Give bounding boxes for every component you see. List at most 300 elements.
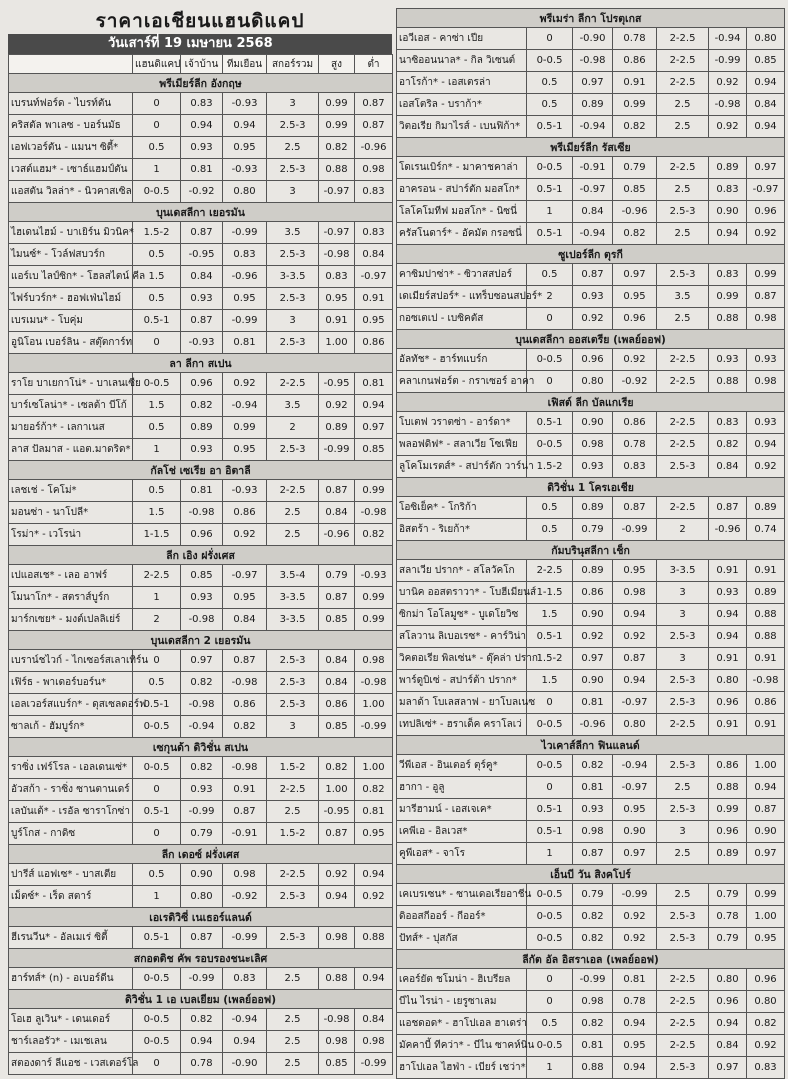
team-separator: - bbox=[429, 33, 440, 44]
over-odds: 0.84 bbox=[709, 456, 747, 478]
team-separator: - bbox=[38, 529, 49, 540]
away-odds: -0.96 bbox=[223, 266, 267, 288]
team-separator: - bbox=[437, 99, 448, 110]
handicap-value: 2 bbox=[133, 609, 181, 631]
away-odds: 0.92 bbox=[613, 906, 657, 928]
match-cell bbox=[9, 480, 133, 502]
home-team: วิตอเรีย กิมาไรส์ bbox=[399, 121, 470, 132]
home-team: เบราน์ชไวก์ bbox=[11, 655, 63, 666]
team-separator: - bbox=[466, 417, 477, 428]
home-odds: 0.87 bbox=[181, 927, 223, 949]
home-odds: 0.94 bbox=[181, 1031, 223, 1053]
match-row bbox=[9, 417, 393, 439]
home-odds: -0.98 bbox=[181, 609, 223, 631]
total-goals: 2.5-3 bbox=[267, 115, 319, 137]
over-odds: -0.95 bbox=[319, 373, 355, 395]
under-odds: 0.83 bbox=[747, 1057, 785, 1079]
total-goals: 2.5 bbox=[267, 968, 319, 990]
match-row bbox=[9, 332, 393, 354]
match-row bbox=[9, 137, 393, 159]
match-row bbox=[397, 560, 785, 582]
home-team: คลาเกนฟอร์ต bbox=[399, 376, 459, 387]
match-cell bbox=[397, 519, 527, 541]
away-team: เดนเดอร์ bbox=[72, 1014, 111, 1025]
handicap-value: 0.5 bbox=[527, 94, 573, 116]
home-team: นาซิออนนาล* bbox=[399, 55, 461, 66]
over-odds: -0.98 bbox=[319, 1009, 355, 1031]
match-cell bbox=[397, 906, 527, 928]
team-separator: - bbox=[72, 869, 83, 880]
total-goals: 2.5 bbox=[657, 884, 709, 906]
match-row bbox=[397, 1057, 785, 1079]
match-cell bbox=[9, 801, 133, 823]
under-odds: 1.00 bbox=[747, 906, 785, 928]
over-odds: -0.97 bbox=[319, 222, 355, 244]
total-goals: 2.5 bbox=[267, 502, 319, 524]
match-cell bbox=[397, 1013, 527, 1035]
team-separator: - bbox=[454, 269, 465, 280]
home-odds: 0.92 bbox=[573, 308, 613, 330]
away-odds: 0.94 bbox=[223, 115, 267, 137]
team-separator: - bbox=[463, 1040, 474, 1051]
away-team: นิซนี่ bbox=[496, 206, 517, 217]
total-goals: 2.5 bbox=[657, 777, 709, 799]
under-odds: 0.99 bbox=[355, 609, 393, 631]
away-team: เอสเตรล่า bbox=[448, 77, 491, 88]
total-goals: 2.5-3 bbox=[267, 159, 319, 181]
total-goals: 2-2.5 bbox=[657, 349, 709, 371]
total-goals: 3.5 bbox=[657, 286, 709, 308]
home-odds: 0.82 bbox=[573, 928, 613, 950]
handicap-value: 1 bbox=[527, 1057, 573, 1079]
team-separator: - bbox=[50, 932, 61, 943]
away-team: เวโรน่า bbox=[48, 529, 82, 540]
match-cell bbox=[397, 799, 527, 821]
over-odds: 0.82 bbox=[319, 757, 355, 779]
league-header bbox=[397, 245, 785, 264]
home-odds: 0.82 bbox=[573, 1013, 613, 1035]
match-row bbox=[9, 1053, 393, 1075]
over-odds: 0.87 bbox=[319, 823, 355, 845]
header-away: ทีมเยือน bbox=[223, 55, 267, 74]
under-odds: 0.95 bbox=[355, 823, 393, 845]
total-goals: 2.5-3 bbox=[657, 201, 709, 223]
match-row bbox=[9, 524, 393, 546]
home-team: ฮากา bbox=[399, 782, 423, 793]
match-cell bbox=[9, 1009, 133, 1031]
home-team: แอชดอด* bbox=[399, 1018, 443, 1029]
away-odds: -0.98 bbox=[223, 672, 267, 694]
team-separator: - bbox=[80, 1058, 91, 1069]
away-odds: 0.80 bbox=[223, 181, 267, 203]
match-row bbox=[397, 201, 785, 223]
over-odds: 0.79 bbox=[709, 928, 747, 950]
match-row bbox=[397, 223, 785, 245]
under-odds: 0.93 bbox=[747, 349, 785, 371]
away-odds: 0.82 bbox=[613, 116, 657, 138]
home-odds: -0.94 bbox=[573, 116, 613, 138]
home-odds: -0.96 bbox=[573, 714, 613, 736]
match-row bbox=[397, 884, 785, 906]
match-cell bbox=[9, 222, 133, 244]
handicap-value: 0-0.5 bbox=[527, 157, 573, 179]
home-team: โดเรนเบิร์ก* bbox=[399, 162, 453, 173]
handicap-value: 0 bbox=[527, 308, 573, 330]
match-row bbox=[397, 843, 785, 865]
match-cell bbox=[9, 439, 133, 461]
home-odds: 0.82 bbox=[181, 757, 223, 779]
match-row bbox=[9, 115, 393, 137]
away-team: อูลู bbox=[432, 782, 445, 793]
away-odds: 0.82 bbox=[613, 223, 657, 245]
away-odds: 0.95 bbox=[613, 286, 657, 308]
under-odds: 0.94 bbox=[747, 434, 785, 456]
team-separator: - bbox=[452, 162, 463, 173]
league-header bbox=[397, 393, 785, 412]
home-team: เทปลิเซ่* bbox=[399, 719, 437, 730]
match-cell bbox=[397, 755, 527, 777]
away-team: ฮิเบรียล bbox=[477, 974, 511, 985]
away-odds: 0.92 bbox=[613, 349, 657, 371]
team-separator: - bbox=[426, 760, 437, 771]
match-row bbox=[9, 757, 393, 779]
under-odds: 0.82 bbox=[355, 779, 393, 801]
away-team: เลกาเนส bbox=[67, 422, 105, 433]
home-odds: 0.85 bbox=[181, 565, 223, 587]
match-cell bbox=[397, 991, 527, 1013]
odds-table-right bbox=[396, 8, 785, 1079]
total-goals: 3-3.5 bbox=[657, 560, 709, 582]
team-separator: - bbox=[41, 249, 52, 260]
under-odds: 0.94 bbox=[355, 968, 393, 990]
home-odds: 0.89 bbox=[573, 94, 613, 116]
home-odds: 0.87 bbox=[181, 222, 223, 244]
away-odds: 0.94 bbox=[613, 604, 657, 626]
under-odds: 0.97 bbox=[355, 417, 393, 439]
team-separator: - bbox=[423, 933, 434, 944]
match-cell bbox=[9, 310, 133, 332]
away-team: โบคุ่ม bbox=[57, 315, 83, 326]
handicap-value: 0.5 bbox=[527, 264, 573, 286]
handicap-value: 0.5 bbox=[527, 72, 573, 94]
match-cell bbox=[9, 672, 133, 694]
match-cell bbox=[9, 332, 133, 354]
under-odds: 0.94 bbox=[747, 72, 785, 94]
team-separator: - bbox=[86, 378, 97, 389]
under-odds: 0.82 bbox=[355, 524, 393, 546]
home-odds: 0.93 bbox=[573, 456, 613, 478]
league-name: เฟิสต์ ลีก บัลแกเรีย bbox=[397, 393, 785, 412]
home-odds: 0.89 bbox=[573, 497, 613, 519]
match-cell bbox=[397, 264, 527, 286]
handicap-value: 1 bbox=[133, 439, 181, 461]
home-odds: 0.97 bbox=[573, 72, 613, 94]
team-separator: - bbox=[62, 1014, 73, 1025]
away-team: ซานเดอเรียอาชีน bbox=[456, 889, 532, 900]
total-goals: 2-2.5 bbox=[657, 371, 709, 393]
total-goals: 2.5-3 bbox=[657, 755, 709, 777]
under-odds: 0.93 bbox=[747, 412, 785, 434]
over-odds: 0.82 bbox=[319, 137, 355, 159]
under-odds: 0.98 bbox=[747, 371, 785, 393]
over-odds: 0.96 bbox=[709, 991, 747, 1013]
team-separator: - bbox=[458, 291, 469, 302]
match-row bbox=[397, 648, 785, 670]
match-row bbox=[397, 1035, 785, 1057]
handicap-value: 0 bbox=[527, 28, 573, 50]
home-team: เอฟเวอร์ตัน bbox=[11, 142, 62, 153]
match-row bbox=[9, 801, 393, 823]
team-separator: - bbox=[443, 439, 454, 450]
under-odds: 0.92 bbox=[747, 456, 785, 478]
match-cell bbox=[9, 609, 133, 631]
total-goals: 2-2.5 bbox=[657, 28, 709, 50]
over-odds: 0.99 bbox=[319, 93, 355, 115]
away-team: สปาร์ตัก มอสโก* bbox=[445, 184, 520, 195]
handicap-value: 0 bbox=[527, 692, 573, 714]
total-goals: 2-2.5 bbox=[657, 714, 709, 736]
away-odds: 0.78 bbox=[613, 991, 657, 1013]
match-cell bbox=[9, 137, 133, 159]
away-team: แอต.มาดริด* bbox=[72, 444, 131, 455]
away-odds: 0.97 bbox=[613, 843, 657, 865]
match-row bbox=[397, 991, 785, 1013]
total-goals: 2.5 bbox=[267, 801, 319, 823]
under-odds: 0.81 bbox=[355, 373, 393, 395]
total-goals: 2.5-3 bbox=[267, 244, 319, 266]
under-odds: 0.94 bbox=[355, 864, 393, 886]
home-team: วีพีเอส bbox=[399, 760, 427, 771]
under-odds: 0.85 bbox=[747, 50, 785, 72]
match-row bbox=[397, 519, 785, 541]
home-team: แอสตัน วิลล่า* bbox=[11, 186, 75, 197]
home-team: ซิกม่า โอโลมูซ* bbox=[399, 609, 469, 620]
match-row bbox=[9, 694, 393, 716]
match-row bbox=[9, 159, 393, 181]
under-odds: 0.98 bbox=[355, 159, 393, 181]
over-odds: 0.92 bbox=[709, 72, 747, 94]
away-odds: 0.95 bbox=[223, 439, 267, 461]
handicap-value: 0-0.5 bbox=[527, 884, 573, 906]
home-team: เวสต์แฮม* bbox=[11, 164, 57, 175]
match-row bbox=[397, 604, 785, 626]
handicap-value: 0 bbox=[133, 115, 181, 137]
away-team: อิลเวส* bbox=[435, 826, 468, 837]
header-home: เจ้าบ้าน bbox=[181, 55, 223, 74]
total-goals: 2.5-3 bbox=[657, 906, 709, 928]
total-goals: 3 bbox=[657, 648, 709, 670]
home-team: อาครอน bbox=[399, 184, 436, 195]
handicap-value: 0.5 bbox=[133, 417, 181, 439]
away-odds: 0.87 bbox=[223, 650, 267, 672]
match-cell bbox=[9, 587, 133, 609]
match-row bbox=[397, 349, 785, 371]
away-odds: 0.92 bbox=[613, 928, 657, 950]
handicap-value: 0.5 bbox=[133, 864, 181, 886]
team-separator: - bbox=[443, 996, 454, 1007]
away-odds: -0.93 bbox=[223, 480, 267, 502]
over-odds: 0.93 bbox=[709, 349, 747, 371]
over-odds: 0.92 bbox=[319, 864, 355, 886]
league-name: เอ็นบี วัน สิงคโปร์ bbox=[397, 865, 785, 884]
away-team: ฮราเด็ค คราโลเว่ bbox=[446, 719, 522, 730]
over-odds: 0.83 bbox=[319, 266, 355, 288]
home-odds: 0.84 bbox=[181, 266, 223, 288]
handicap-value: 0-0.5 bbox=[527, 434, 573, 456]
home-odds: 0.82 bbox=[181, 1009, 223, 1031]
total-goals: 2-2.5 bbox=[657, 50, 709, 72]
away-team: โกริก้า bbox=[448, 502, 477, 513]
over-odds: 0.86 bbox=[709, 755, 747, 777]
under-odds: 0.98 bbox=[355, 650, 393, 672]
under-odds: 0.74 bbox=[747, 519, 785, 541]
match-row bbox=[397, 755, 785, 777]
over-odds: -0.94 bbox=[709, 28, 747, 50]
team-separator: - bbox=[82, 699, 93, 710]
home-odds: 0.81 bbox=[573, 692, 613, 714]
total-goals: 2.5-3 bbox=[267, 694, 319, 716]
match-row bbox=[397, 412, 785, 434]
under-odds: 0.92 bbox=[747, 1035, 785, 1057]
match-cell bbox=[9, 694, 147, 716]
over-odds: 0.89 bbox=[709, 157, 747, 179]
handicap-value: 0.5-1 bbox=[133, 694, 181, 716]
handicap-value: 0 bbox=[133, 823, 181, 845]
total-goals: 2-2.5 bbox=[657, 412, 709, 434]
team-separator: - bbox=[79, 337, 90, 348]
match-row bbox=[9, 480, 393, 502]
match-cell bbox=[9, 266, 146, 288]
match-row bbox=[397, 777, 785, 799]
header-handicap: แฮนดิแคป bbox=[133, 55, 181, 74]
match-cell bbox=[397, 157, 527, 179]
home-odds: -0.99 bbox=[181, 801, 223, 823]
match-row bbox=[397, 179, 785, 201]
home-team: อาโรก้า* bbox=[399, 77, 439, 88]
away-odds: 0.84 bbox=[223, 609, 267, 631]
away-odds: 0.95 bbox=[613, 799, 657, 821]
match-row bbox=[397, 906, 785, 928]
over-odds: 0.90 bbox=[709, 201, 747, 223]
match-cell bbox=[9, 244, 133, 266]
over-odds: 0.88 bbox=[319, 968, 355, 990]
total-goals: 2.5-3 bbox=[267, 439, 319, 461]
home-team: บูร์โกส bbox=[11, 828, 41, 839]
league-header bbox=[397, 9, 785, 28]
over-odds: 0.79 bbox=[709, 884, 747, 906]
total-goals: 3.5-4 bbox=[267, 565, 319, 587]
away-team: เอสเจเค* bbox=[451, 804, 492, 815]
under-odds: 0.83 bbox=[355, 222, 393, 244]
over-odds: -0.97 bbox=[319, 181, 355, 203]
away-odds: 0.91 bbox=[613, 72, 657, 94]
handicap-value: 1.5-2 bbox=[527, 648, 573, 670]
match-row bbox=[9, 609, 393, 631]
home-team: เอวีเอส bbox=[399, 33, 430, 44]
over-odds: 0.91 bbox=[709, 714, 747, 736]
team-separator: - bbox=[442, 1018, 453, 1029]
date-banner: วันเสาร์ที่ 19 เมษายน 2568 bbox=[8, 34, 392, 54]
match-cell bbox=[397, 223, 527, 245]
match-row bbox=[9, 565, 393, 587]
under-odds: 0.88 bbox=[747, 604, 785, 626]
match-cell bbox=[9, 93, 133, 115]
away-team: บูเดโยวิซ bbox=[478, 609, 519, 620]
match-cell bbox=[397, 670, 527, 692]
total-goals: 2.5-3 bbox=[267, 927, 319, 949]
under-odds: 0.99 bbox=[747, 884, 785, 906]
team-separator: - bbox=[422, 782, 433, 793]
handicap-value: 2 bbox=[527, 286, 573, 308]
over-odds: 0.88 bbox=[709, 371, 747, 393]
match-cell bbox=[397, 884, 532, 906]
home-odds: 0.93 bbox=[181, 587, 223, 609]
match-cell bbox=[397, 843, 527, 865]
team-separator: - bbox=[51, 592, 62, 603]
over-odds: 0.83 bbox=[709, 179, 747, 201]
under-odds: -0.98 bbox=[355, 502, 393, 524]
home-team: เอลเวอร์สแบร์ก* bbox=[11, 699, 83, 710]
home-team: มาร์กเซย* bbox=[11, 614, 56, 625]
match-row bbox=[9, 650, 393, 672]
total-goals: 2-2.5 bbox=[267, 480, 319, 502]
handicap-value: 0-0.5 bbox=[527, 714, 573, 736]
match-cell bbox=[9, 650, 149, 672]
handicap-value: 1.5 bbox=[133, 502, 181, 524]
total-goals: 2.5-3 bbox=[657, 626, 709, 648]
handicap-value: 0.5-1 bbox=[527, 412, 573, 434]
total-goals: 2.5-3 bbox=[267, 672, 319, 694]
handicap-value: 0 bbox=[133, 1053, 181, 1075]
away-team: กาดิซ bbox=[50, 828, 76, 839]
match-row bbox=[397, 28, 785, 50]
match-cell bbox=[397, 582, 537, 604]
away-team: อเบอร์ดีน bbox=[73, 973, 114, 984]
team-separator: - bbox=[55, 614, 66, 625]
total-goals: 2-2.5 bbox=[657, 157, 709, 179]
total-goals: 2-2.5 bbox=[657, 969, 709, 991]
handicap-value: 1 bbox=[133, 886, 181, 908]
away-odds: 0.85 bbox=[613, 179, 657, 201]
away-odds: -0.99 bbox=[613, 519, 657, 541]
handicap-value: 0.5-1 bbox=[527, 799, 573, 821]
handicap-value: 0.5-1 bbox=[527, 223, 573, 245]
match-row bbox=[9, 886, 393, 908]
total-goals: 2.5-3 bbox=[657, 264, 709, 286]
total-goals: 2-2.5 bbox=[267, 373, 319, 395]
under-odds: 0.95 bbox=[747, 928, 785, 950]
over-odds: 0.83 bbox=[709, 412, 747, 434]
away-odds: -0.99 bbox=[223, 310, 267, 332]
away-team: สตราส์บูร์ก bbox=[61, 592, 110, 603]
match-row bbox=[9, 439, 393, 461]
total-goals: 2.5-3 bbox=[267, 886, 319, 908]
away-team: ฮัมบูร์ก* bbox=[48, 721, 85, 732]
total-goals: 3 bbox=[657, 582, 709, 604]
match-row bbox=[397, 799, 785, 821]
away-odds: 0.86 bbox=[613, 50, 657, 72]
home-team: คริสตัล พาเลซ bbox=[11, 120, 74, 131]
under-odds: -0.99 bbox=[355, 1053, 393, 1075]
home-odds: 0.98 bbox=[573, 821, 613, 843]
home-odds: 0.87 bbox=[573, 843, 613, 865]
away-odds: -0.98 bbox=[223, 757, 267, 779]
home-odds: 0.90 bbox=[573, 604, 613, 626]
league-header bbox=[397, 330, 785, 349]
home-odds: 0.94 bbox=[181, 115, 223, 137]
away-team: ไบรท์ตัน bbox=[74, 98, 112, 109]
handicap-value: 0-0.5 bbox=[527, 906, 573, 928]
